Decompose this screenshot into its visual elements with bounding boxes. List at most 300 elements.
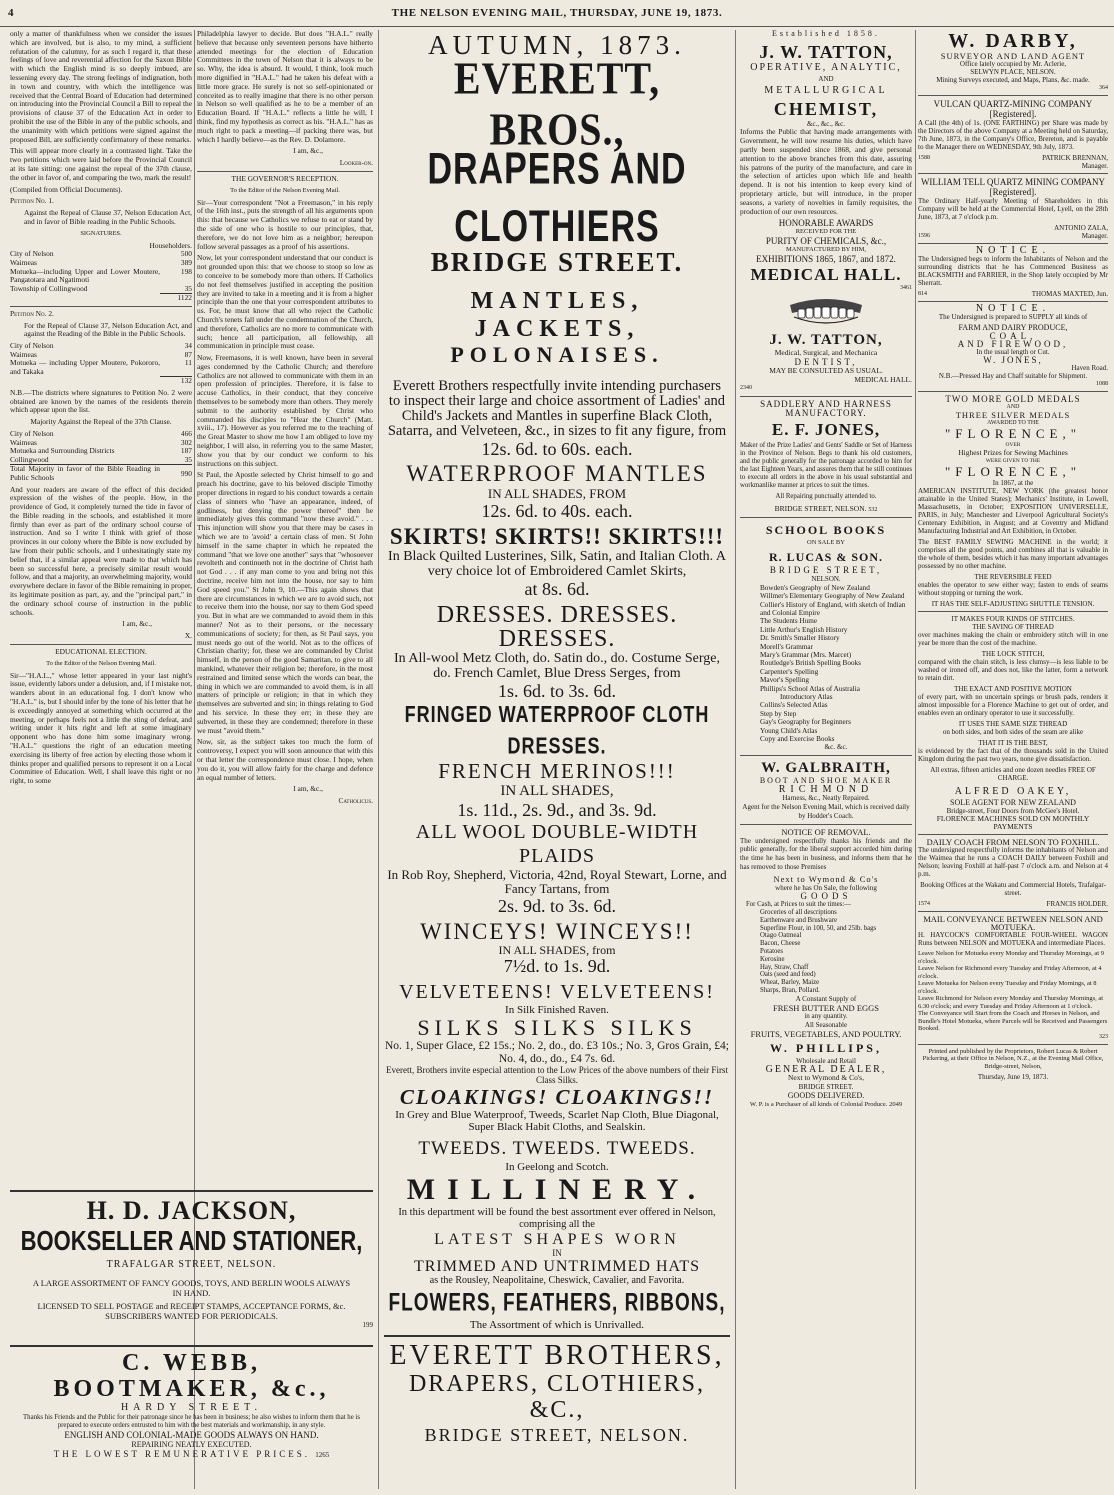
feature-heading: FLORENCE MACHINES SOLD ON MONTHLY PAYMENTS [936, 814, 1090, 831]
advertiser-body: Thanks his Friends and the Public for their patronage since he has been in business; he also wishes to inform them that he is prepared to execute orders entrusted to him with the best materials and workmanship, in any style. [23, 1414, 360, 1429]
place-cell: City of Nelson [10, 428, 54, 438]
sub-heading: Wholesale and Retail [796, 1056, 856, 1065]
place-cell: Collingwood [10, 454, 49, 464]
column-2 [197, 29, 373, 806]
advertiser-body: The undersigned respectfully thanks his friends and the public generally, for the liberal support accorded him during the time he has been in business, and informs them that he has removed to those Premises [740, 836, 912, 871]
sub-heading: GOODS DELIVERED. [787, 1090, 865, 1100]
section-heading: MANTLES, JACKETS, [470, 288, 644, 342]
total-cell: 990 [160, 465, 192, 483]
footer-line [740, 1101, 912, 1110]
section-heading: VULCAN QUARTZ-MINING COMPANY [Registered]. [933, 99, 1093, 119]
section-heading: FRINGED WATERPROOF CLOTH DRESSES. [404, 701, 710, 759]
column-4 [740, 30, 912, 1489]
article-title: THE GOVERNOR'S RECEPTION. [231, 173, 339, 183]
advertiser-street: BRIDGE STREET, [769, 565, 883, 576]
sub-heading: ON SALE BY [807, 539, 845, 547]
signatures-heading: SIGNATURES. [80, 229, 122, 237]
table-row [10, 430, 192, 439]
ad-ref: 364 [1099, 85, 1108, 91]
advertiser-street: SELWYN PLACE, NELSON. [970, 68, 1056, 76]
table-row [10, 250, 192, 259]
sign-line [918, 900, 1108, 908]
section-body: In All-wool Metz Cloth, do. Satin do., do. Costume Serge, do. French Camlet, Blue Dress Serges, from [393, 651, 720, 681]
divider [918, 95, 1108, 96]
signoff: I am, &c., [122, 619, 152, 629]
goods-line: In the usual length or Cut. [976, 348, 1050, 356]
total-label: Total Majority in favor of the Bible Reading in Public Schools [10, 464, 160, 482]
table-row [10, 285, 192, 294]
count-cell: 500 [180, 249, 192, 259]
column-rule [378, 30, 379, 1489]
list-item: Groceries of all descriptions [760, 908, 837, 916]
feature-heading: IT USES THE SAME SIZE THREAD [958, 720, 1068, 728]
section-heading: MILLINERY. [406, 1173, 708, 1206]
sub-heading: IN ALL SHADES, FROM [487, 486, 627, 501]
column-rule [735, 30, 736, 1489]
list-item: Wheat, Barley, Maize [760, 979, 820, 987]
divider [740, 517, 912, 518]
section-heading: Highest Prizes for Sewing Machines [958, 448, 1068, 457]
petition-title: Petition No. 1. [10, 196, 54, 206]
advertiser-trade: OPERATIVE, ANALYTIC, [750, 61, 902, 73]
list-item: &c. &c. [824, 743, 848, 752]
ad-ref: 1588 [918, 155, 930, 161]
florence-name: "FLORENCE," [944, 426, 1082, 441]
awards: HONORABLE AWARDS [778, 218, 874, 229]
awards: PURITY OF CHEMICALS, &c., [765, 235, 887, 246]
letter-paragraph: only a matter of thankfulness when we consider the issues which are involved, but is also, to my mind, a sufficient refutation of the calumny, for as such I regard it, that these feelings of love and reverential affection for the Saxon Bible with which the English mind is so deeply imbued, are lessening every day. The strong feelings of indignation, both in town and country, with which the intelligence was received that the Central Board of Education had determined on introducing into the Provincial Council a Bill to repeal the provisions of clause 37 of the Education Act in order to prohibit the use of the Bible in any of the public schools, and the unanimity with which petitions were signed against the proposed Bill, are sufficiently confirmatory of these remarks. [10, 29, 192, 144]
footer-street: BRIDGE STREET, NELSON. [424, 1425, 690, 1445]
feature-heading: THE EXACT AND POSITIVE MOTION [954, 685, 1072, 693]
total-cell: 1122 [160, 294, 192, 303]
advertiser-town: RICHMOND [778, 783, 874, 795]
section-heading: MAIL CONVEYANCE BETWEEN NELSON AND MOTUEKA. [923, 914, 1103, 932]
section-heading: WILLIAM TELL QUARTZ MINING COMPANY [Registered]. [920, 177, 1106, 197]
article-to: To the Editor of the Nelson Evening Mail. [46, 659, 156, 667]
section-body: In Rob Roy, Shepherd, Victoria, 42nd, Royal Stewart, Lorne, and Fancy Tartans, from [387, 867, 727, 896]
section-body: The Assortment of which is Unrivalled. [469, 1319, 645, 1331]
ad-ref: 1596 [918, 233, 930, 239]
awards: EXHIBITIONS 1865, 1867, and 1872. [756, 253, 896, 264]
ad-ref: 1574 [918, 901, 930, 907]
letter-paragraph: Now, let your correspondent understand that our conduct is not grounded upon this: that we choose to stoop so low as to conceive to be somebody more than others. If Catholics do not feel themselves justified in accepting the position they are invited to take in a meeting and it is from a higher principle than the one that your correspondent attributes to us. For, he must know that all who reject the Catholic Church's tenets fall under the condemnation of the Church, and therefore, Catholics are no more to communicate with such; hence all participation, all fellowship, all communication in principle must cease. [197, 253, 373, 351]
ad-ref: 2049 [889, 1100, 903, 1108]
count-cell: 198 [180, 266, 192, 276]
section-body: No. 1, Super Glace, £2 15s.; No. 2, do., do. £3 10s.; No. 3, Gros Grain, £4; No. 4, do., do., £4 7s. 6d. [384, 1040, 729, 1065]
list-item: Oats (seed and feed) [760, 971, 816, 979]
florence-name: "FLORENCE," [944, 464, 1082, 479]
section-heading: CLOAKINGS! CLOAKINGS!! [399, 1085, 715, 1109]
over-label: OVER [1005, 442, 1021, 448]
jackson-ad [10, 1190, 373, 1329]
footer-text: W. P. is a Purchaser of all kinds of Colonial Produce. [749, 1100, 888, 1108]
total-row [10, 465, 192, 483]
letter-paragraph: Now, Freemasons, it is well known, have been in several ages condemned by the Catholic Church; and therefore Catholics are not allowed to communicate with them in an open profession of principles. Therefore, it is false to accuse Catholics, in their conduct, that they conceive themselves to be somebody more than others. They merely submit to the authority established by Christ who commanded his disciples to "Hear the Church" (Matt. xviii., 17). However as you referred me to the teaching of the Great Master to show me how I am obliged to love my neighbor, I will also, in referring you to the same Master, show you that by our conduct we conform to his instructions on this subject. [197, 353, 373, 468]
sub-heading: All Seasonable [804, 1021, 848, 1030]
advertiser-name: H. D. JACKSON, [86, 1196, 297, 1225]
feature-body: All extras, fifteen articles and one dozen needles FREE OF CHARGE. [930, 766, 1096, 782]
list-item: Young Child's Atlas [760, 726, 818, 735]
section-heading: THREE SILVER MEDALS [955, 410, 1071, 420]
list-item: Phillips's School Atlas of Australia [760, 684, 860, 693]
column-5 [918, 30, 1108, 1489]
sub-heading: BRIDGE STREET. [798, 1083, 854, 1092]
sub-heading: GOODS [800, 891, 852, 902]
list-item: Leave Richmond for Nelson every Monday and Thursday Mornings, at 6.30 o'clock; and every Tuesday and Friday Afternoon at 1 o'clock. [918, 995, 1104, 1010]
feature-body: compared with the chain stitch, is less clumsy—is less liable to be washed or ironed off, and does not, like the latter, form a network to retain dirt. [918, 658, 1108, 682]
sign-line [918, 232, 1108, 240]
advertiser-body: Mining Surveys executed, and Maps, Plans, &c. made. [936, 76, 1090, 84]
signature: FRANCIS HOLDER. [1046, 900, 1108, 908]
list-item: Bowden's Geography of New Zealand [760, 583, 870, 592]
count-cell: 389 [180, 257, 192, 267]
divider [10, 306, 192, 307]
petition-2-table [10, 342, 192, 385]
householders-label: Householders. [149, 240, 192, 250]
column-rule [915, 30, 916, 1489]
section-body: as the Rousley, Neapolitaine, Cheswick, Cavalier, and Favorita. [429, 1275, 685, 1286]
advertiser-body: All Repairing punctually attended to. [775, 492, 877, 500]
advertiser-body: The undersigned respectfully informs the inhabitants of Nelson and the Waimea that he runs a COACH DAILY between Foxhill and Nelson; leaving Foxhill at half-past 7 o'clock a.m. and Nelson at 4 p.m. [918, 846, 1108, 878]
place-cell: Motueka and Surrounding Districts [10, 446, 115, 456]
list-item: Copy and Exercise Books [760, 735, 835, 744]
count-cell: 187 [180, 446, 192, 456]
count-cell: 302 [180, 437, 192, 447]
footer-name: EVERETT BROTHERS, [389, 1340, 725, 1371]
list-item: Step by Step [760, 709, 797, 718]
timetable [918, 950, 1108, 1033]
year-line: In 1867, at the [992, 479, 1034, 487]
count-cell: 87 [184, 349, 192, 359]
agent-addr: Bridge-street, Four Doors from McGee's Hotel. [946, 807, 1080, 815]
feature-heading: THE REVERSIBLE FEED [974, 573, 1052, 581]
advertiser-line: ENGLISH AND COLONIAL-MADE GOODS ALWAYS ON HAND. [64, 1430, 319, 1440]
section-heading: TWEEDS. TWEEDS. TWEEDS. [418, 1138, 696, 1159]
divider [918, 611, 1108, 612]
section-heading: DAILY COACH FROM NELSON TO FOXHILL. [926, 837, 1100, 847]
sub-heading: IN ALL SHADES, from [498, 943, 616, 957]
lowest-prices: THE LOWEST REMUNERATIVE PRICES. [53, 1449, 311, 1459]
list-item: Superfine Flour, in 100, 50, and 25lb. bags [760, 924, 877, 932]
intro-text: Everett Brothers respectfully invite intending purchasers to inspect their large and choice assortment of Ladies' and Child's Jackets and Mantles in superfine Black Cloth, Satarra, and Velveteen, &c., in sizes to fit any figure, from [387, 378, 727, 439]
feature-heading: THE LOCK STITCH, [981, 650, 1045, 658]
list-item: Hay, Straw, Chaff [760, 963, 809, 971]
list-item: Introductory Atlas [780, 692, 833, 701]
sub-heading: In Silk Finished Raven. [505, 1004, 609, 1016]
street: BRIDGE STREET, NELSON. [774, 503, 867, 513]
awards: RECEIVED FOR THE [795, 228, 857, 236]
advertiser-body: AMERICAN INSTITUTE, NEW YORK (the greatest honor attainable in the United States); Mechanics' Institute, in Lowell, Massachusetts, in October; EXPOSITION UNIVERSELLE, PARIS, in July; Manchester and Liverpool Agricultural Society's Centenary Exhibition, in August; and at Coventry and Midland Manufacturing Industrial and Art Exhibition, in October. [918, 487, 1108, 535]
advertiser-trade: SURVEYOR AND LAND AGENT [940, 51, 1086, 61]
advertiser-trade: BOOTMAKER, &c., [53, 1376, 330, 1402]
advertiser-name: R. LUCAS & SON. [768, 550, 883, 565]
signature: Looker-on. [339, 158, 373, 168]
list-item: Morell's Grammar [760, 642, 813, 651]
count-cell: 11 [184, 358, 192, 368]
list-item: Mavor's Spelling [760, 676, 810, 685]
masthead [0, 0, 1114, 27]
sub-heading: Next to Wymond & Co's [773, 873, 879, 884]
divider [918, 173, 1108, 174]
count-cell: 466 [180, 428, 192, 438]
advertiser-street: BRIDGE STREET. [430, 247, 684, 277]
count-cell: 34 [184, 341, 192, 351]
list-item: Leave Motueka for Nelson every Tuesday and Friday Mornings, at 8 o'clock. [918, 980, 1097, 995]
page-number: 4 [8, 7, 15, 19]
list-item: Leave Nelson for Motueka every Monday and Thursday Mornings, at 9 o'clock. [918, 950, 1104, 965]
divider [918, 834, 1108, 835]
list-item: The Conveyance will Start from the Coach and Horses in Nelson, and Bundle's Hotel Motueka, where Parcels will be Received and Passengers Booked. [918, 1010, 1108, 1032]
divider [740, 824, 912, 825]
petition-desc: Against the Repeal of Clause 37, Nelson Education Act, and in favor of Bible reading in the Public Schools. [24, 208, 192, 226]
advertiser-trade: DRAPERS AND CLOTHIERS [427, 144, 687, 252]
list-item: Kerosine [760, 955, 785, 963]
signature: THOMAS MAXTED, Jun. [1031, 290, 1108, 298]
signature: W. JONES, [983, 355, 1043, 365]
advertiser-name: W. PHILLIPS, [770, 1040, 882, 1055]
section-heading: WATERPROOF MANTLES [406, 461, 708, 486]
divider [918, 911, 1108, 912]
advertiser-body: The Undersigned begs to inform the Inhabitants of Nelson and the surrounding districts that he has Commenced Business as BLACKSMITH and FARRIER, in the Shop lately occupied by Mr Sherratt. [918, 255, 1108, 287]
sub-heading: FRUITS, VEGETABLES, AND POULTRY. [750, 1028, 902, 1039]
agent-name: ALFRED OAKEY, [954, 786, 1072, 797]
advertiser-body: Booking Offices at the Wakatu and Commercial Hotels, Trafalgar-street. [920, 881, 1106, 897]
feature-body: of every part, with no uncertain springs or brush pads, renders it almost impossible for a Florence Machine to get out of order, and enables even an ordinary operator to use it successfully. [918, 693, 1108, 717]
established-line: Established 1858. [772, 29, 880, 38]
advertiser-name: J. W. TATTON, [759, 41, 893, 62]
divider [10, 644, 192, 645]
signature: Catholicus. [338, 796, 373, 806]
feature-heading: THAT IT IS THE BEST, [978, 739, 1048, 747]
letter-paragraph: Philadelphia lawyer to decide. But does "H.A.L." really believe that because only seventeen persons have hitherto attended meetings for the election of Education Committees in the town of Nelson that it is always to be so. Why, the idea is absurd. It would, I think, look much more dignified in "H.A.L." had he taken his defeat with a little more grace. He surely is not so self-opinionated or conceited as to really imagine that there is no other person in Nelson so well qualified as he to be a member of an Education Board. If "H.A.L." reflects a little he will, I think, find my hypothesis as correct as his. "H.A.L." has as much right to pack a meeting—if packing there was, but which I hardly believe—as the Rev. D. Dolamore. [197, 29, 373, 144]
section-heading: VELVETEENS! VELVETEENS! [399, 981, 715, 1003]
divider [918, 1044, 1108, 1045]
sign-line [918, 154, 1108, 162]
count-cell: 35 [184, 283, 192, 293]
section-body: In Grey and Blue Waterproof, Tweeds, Scarlet Nap Cloth, Blue Diagonal, Super Black Habit Cloths, and Sealskin. [395, 1109, 719, 1133]
signature: ANTONIO ZALA, [1054, 224, 1108, 232]
section-body: In this department will be found the best assortment ever offered in Nelson, comprising all the [398, 1207, 716, 1230]
majority-title: Majority Against the Repeal of the 37th Clause. [30, 417, 172, 427]
advertiser-trade: &c., &c., &c. [807, 119, 845, 128]
section-heading: SILKS SILKS SILKS [417, 1015, 697, 1040]
advertiser-trade: METALLURGICAL [764, 84, 888, 96]
ad-ref: 323 [1099, 1033, 1108, 1040]
section-heading: NOTICE OF REMOVAL. [781, 826, 871, 837]
ad-ref: 814 [918, 291, 927, 297]
advertiser-line: A LARGE ASSORTMENT OF FANCY GOODS, TOYS, AND BERLIN WOOLS ALWAYS IN HAND. [32, 1278, 351, 1298]
sub-heading: GENERAL DEALER, [765, 1063, 887, 1075]
section-heading: DRESSES. DRESSES. DRESSES. [436, 602, 678, 652]
letter-paragraph: St Paul, the Apostle selected by Christ himself to go and preach his doctrine, gave to his beloved disciple Timothy proper directions in regard to his conduct towards a certain class of sinners who "have an appearance, indeed, of godliness, but denying the power thereof" then he immediately gives this command "now these avoid." . . . This injunction will show you that there may be cases in which we are to 'avoid' a certain class of men. St John himself in the same chapter in which he repeated the command "that we love one another" says that "whosoever revolteth and continueth not in the doctrine of Christ hath not God . . . if any man come to you and bring not this doctrine, receive him not into the house, nor say to him God speed you." St John 9, 10.—This again shows that there are circumstances in which we are to avoid such, not to receive them into the house, nor say to them God speed you. But in what are we commanded to avoid them in this manner? Not as to their persons, or the necessary communications of society; for then, as St Paul says, you must needs go out of the world. Not as to the offices of Christian charity; for, these we are commanded by Christ himself, in the person of the good Samaritan, to give to all mankind, whatever their religion be; therefore, in the most restrained and limited sense which the words can bear, the thing in which we are commanded to avoid them, is in all matters of principle or religion; in that in which they themselves are subverted and sin; in things relating to God and his service. In these they err; in these they are subverted, in these they are condemned; therefore in these we must "avoid them." [197, 470, 373, 735]
advertiser-name: W. DARBY, [948, 30, 1078, 52]
sub-heading: IN [552, 1248, 562, 1258]
advertiser-name: E. F. JONES, [771, 419, 881, 439]
masthead-title: THE NELSON EVENING MAIL, THURSDAY, JUNE 19, 1873. [391, 7, 723, 19]
advertiser-body: Agent for the Nelson Evening Mail, which is received daily by Hodder's Coach. [742, 803, 910, 821]
goods-list [740, 901, 912, 995]
section-heading: LATEST SHAPES WORN [434, 1231, 680, 1248]
letter-paragraph: This will appear more clearly in a contrasted light. Take the two petitions which were laid before the Provincial Council at its late sitting: one against the repeal of the 37th clause, the other in favor of, and comparing the two, mark the result! [10, 146, 192, 182]
advertiser-body: A Call (the 4th) of 1s. (ONE FARTHING) per Share was made by the Directors of the above Company at a Meeting held on Saturday, 7th June, 1873, in the Company's Office, Brereton, and is payable to the Manager there on WEDNESDAY, 9th July, 1873. [918, 119, 1108, 151]
sub-heading: FRESH BUTTER AND EGGS [772, 1002, 880, 1013]
webb-ad [10, 1345, 373, 1461]
source-note: (Compiled from Official Documents). [10, 184, 123, 194]
feature-body: is evidenced by the fact that of the thousands sold in the United Kingdom during the past two years, none give dissatisfaction. [918, 747, 1108, 763]
place-cell: City of Nelson [10, 341, 54, 351]
list-item: Little Arthur's English History [760, 625, 848, 634]
advertiser-street: TRAFALGAR STREET, NELSON. [106, 1259, 277, 1270]
section-heading: FLOWERS, FEATHERS, RIBBONS, [388, 1289, 726, 1317]
total-cell: 132 [160, 377, 192, 386]
place-cell: Waimeas [10, 437, 37, 447]
advertiser-line [10, 1449, 373, 1461]
price: 12s. 6d. to 60s. each. [481, 439, 633, 459]
imprint: Printed and published by the Proprietors, Robert Lucas & Robert Pickering, at their Office in Nelson, N.Z., at the Evening Mail Office, Bridge-street, Nelson, [922, 1047, 1104, 1070]
place: Haven Road. [1071, 364, 1108, 372]
table-row [10, 268, 192, 285]
ad-ref: 532 [868, 506, 878, 513]
footer-trade: DRAPERS, CLOTHIERS, &C., [408, 1371, 706, 1423]
list-item: Earthenware and Brushware [760, 916, 837, 924]
advertiser-trade: Medical, Surgical, and Mechanica [774, 348, 878, 358]
advertiser-street: HARDY STREET. [120, 1402, 263, 1413]
section-body: In Black Quilted Lusterines, Silk, Satin, and Italian Cloth. A very choice lot of Embroidered Camlet Skirts, [388, 549, 726, 579]
feature-heading: IT HAS THE SELF-ADJUSTING SHUTTLE TENSION. [931, 600, 1095, 608]
section-heading: SADDLERY AND HARNESS MANUFACTORY. [760, 399, 892, 418]
goods-line: FARM AND DAIRY PRODUCE, [958, 323, 1068, 332]
signoff: I am, &c., [293, 146, 323, 156]
role: Manager. [1081, 162, 1108, 170]
place-cell: Motueka—including Upper and Lower Moutere, Pangatotara and Ngatimoti [10, 266, 160, 285]
signature: PATRICK BRENNAN, [1042, 154, 1108, 162]
advertiser-name: EVERETT, BROS., [453, 52, 661, 155]
section-heading: POLONAISES. [450, 342, 664, 367]
divider [918, 301, 1108, 302]
section-heading: SKIRTS! SKIRTS!! SKIRTS!!! [389, 524, 725, 549]
section-heading: TRIMMED AND UNTRIMMED HATS [413, 1258, 700, 1275]
price: 1s. 11d., 2s. 9d., and 3s. 9d. [457, 800, 657, 820]
price: 1s. 6d. to 3s. 6d. [497, 681, 616, 701]
advertiser-office: Office lately occupied by Mr. Aclerie, [959, 60, 1067, 68]
list-item: Leave Nelson for Richmond every Tuesday and Friday Afternoon, at 4 o'clock. [918, 965, 1102, 980]
feature-body: over machines making the chain or embroidery stitch will in one year be more than the cost of the machine. [918, 631, 1108, 647]
signature: X. [184, 631, 192, 641]
ad-ref: 1265 [315, 1451, 330, 1459]
place-cell: Waimeas [10, 257, 37, 267]
list-item: Routledge's British Spelling Books [760, 659, 861, 668]
section-heading: AND [1006, 404, 1020, 410]
advertiser-body: The Ordinary Half-yearly Meeting of Shareholders in this Company will be held at the Commercial Hotel, Lyell, on the 28th June, 1873, at 7 o'clock p.m. [918, 197, 1108, 221]
ad-ref: 1088 [1096, 381, 1108, 387]
section-heading: ALL WOOL DOUBLE-WIDTH PLAIDS [415, 821, 699, 867]
everett-ad [384, 30, 730, 1489]
table-row [10, 342, 192, 351]
list-item: Mary's Grammar (Mrs. Marcet) [760, 650, 852, 659]
list-item: The Students Hume [760, 617, 818, 626]
advertiser-line: LICENSED TO SELL POSTAGE and RECEIPT STAMPS, ACCEPTANCE FORMS, &c. SUBSCRIBERS WANTED FOR PERIODICALS. [37, 1301, 346, 1321]
consult-line: MAY BE CONSULTED AS USUAL. [769, 365, 883, 375]
list-item: Dr. Smith's Smaller History [760, 634, 840, 643]
medical-hall: MEDICAL HALL. [750, 265, 902, 285]
petition-title: Petition No. 2. [10, 308, 54, 318]
advertiser-street [740, 505, 912, 515]
letter-paragraph: And your readers are aware of the effect of this decided expression of the wishes of the people. How, in the providence of God, it completely turned the tide in favor of the Bible reading in the schools, and established it more firmly than ever as part of the ordinary school course of instruction. And so I write I think with grief of those provinces in our colony where the Bible is now excluded by law from their public schools, and I unhesitatingly state my belief that, if a similar appeal were made to that which has been so successful here, a precisely similar result would follow, and that a majority, an overwhelming majority, would everywhere declare in favor of the Bible remaining in proper, its legitimate position as part, ay, and the "principal part," in the ordinary school course of instruction in the public schools. [10, 484, 192, 617]
petition-desc: For the Repeal of Clause 37, Nelson Education Act, and against the Reading of the Bible in the Public Schools. [24, 320, 192, 339]
imprint-date: Thursday, June 19, 1873. [977, 1073, 1049, 1081]
advertiser-name: J. W. TATTON, [769, 332, 883, 349]
petition-1-table [10, 250, 192, 303]
advertiser-trade: AND [818, 74, 834, 83]
table-row [10, 359, 192, 376]
list-item: Carpenter's Spelling [760, 667, 819, 676]
advertiser-line: REPAIRING NEATLY EXECUTED. [131, 1440, 252, 1449]
sub-heading: In Geelong and Scotch. [505, 1161, 609, 1173]
goods-line: AND FIREWOOD, [957, 339, 1069, 349]
list-item: Bacon, Cheese [760, 940, 801, 948]
ad-ref: 199 [362, 1321, 373, 1329]
advertiser-trade: BOOKSELLER AND STATIONER, [20, 1224, 363, 1256]
sub-heading: in any quantity. [804, 1012, 848, 1021]
section-heading: WERE GIVEN TO THE [985, 458, 1041, 464]
list-item: Sharps, Bran, Pollard. [760, 986, 820, 994]
price: 7½d. to 1s. 9d. [503, 956, 611, 976]
total-row [10, 294, 192, 303]
section-heading: NOTICE. [975, 245, 1051, 256]
sub-heading: where he has On Sale, the following [775, 883, 877, 892]
ad-ref: 2340 [740, 385, 752, 392]
advertiser-body: Informs the Public that having made arrangements with Government, he will now resume his duties, which have partly been suspended since 1868, and give personal attention to the above branches from this date, assuring his patrons of the purity of the manufacture, and care in the selection of articles upon which life and health depend. It is not his intention to keep every kind of proprietary article, but will introduce, in the proper seasons, a variety of novelties in family requisites, the production of our own resources. [740, 127, 912, 216]
feature-body: on both sides, and both sides of the seam are alike [942, 728, 1084, 736]
list-item: Potatoes [760, 947, 784, 955]
section-heading: NOTICE. [975, 303, 1051, 314]
role: Manager. [1081, 232, 1108, 240]
list-item: Otago Oatmeal [760, 932, 802, 940]
advertiser-name: W. GALBRAITH, [761, 759, 891, 776]
section-heading: FRENCH MERINOS!!! [438, 759, 676, 783]
letter-paragraph: Sir—Your correspondent "Not a Freemason," in his reply of the 16th inst., puts the strength of all his arguments upon this: that because we Catholics we refuse to eat or stand by the side of one who is hostile to our principles, that, therefore, we do not love him as a neighbor; hereupon follow several passages as a proof of his assertions. [197, 197, 373, 251]
divider [918, 243, 1108, 244]
advertiser-trade: BOOT AND SHOE MAKER [759, 775, 893, 785]
section-body: Everett, Brothers invite especial attention to the Low Prices of the above numbers of their First Class Silks. [386, 1065, 728, 1085]
list-item: Gay's Geography for Beginners [760, 718, 851, 727]
price: 2s. 9d. to 3s. 6d. [497, 896, 616, 916]
signoff: I am, &c., [293, 784, 323, 794]
list-item: Willmer's Elementary Geography of New Zealand [760, 592, 905, 601]
advertiser-body: The BEST FAMILY SEWING MACHINE in the world; it comprises all the good points, and combines all that is valuable in the whole of them, besides which it has many important advantages possessed by no other machine. [918, 538, 1108, 570]
agent-role: SOLE AGENT FOR NEW ZEALAND [950, 798, 1076, 807]
advertiser-body: Harness, &c., Neatly Repaired. [782, 794, 870, 803]
majority-table [10, 430, 192, 483]
teeth-illustration-icon [786, 295, 866, 329]
list-item: For Cash, at Prices to suit the times:— [746, 901, 851, 909]
feature-body: enables the operator to sew either way; fasten to ends of seams without stopping or turning the work. [918, 581, 1108, 597]
place-cell: Motueka — including Upper Moutere, Pokororo, and Takaka [10, 358, 160, 377]
divider [740, 396, 912, 397]
divider [918, 391, 1108, 392]
article-title: EDUCATIONAL ELECTION. [55, 647, 147, 657]
divider [740, 755, 912, 756]
sub-heading: IN ALL SHADES, [500, 783, 614, 799]
advertiser-trade: CHEMIST, [773, 98, 879, 119]
advertiser-body: Maker of the Prize Ladies' and Gents' Saddle or Set of Harness in the Province of Nelson. Begs to thank his old customers, and the public generally for the patronage accorded to him for the last Eighteen Years, and assures them that he still continues to execute all orders in the above in his usual substantial and workmanlike manner at prices to suit the times. [740, 441, 912, 489]
section-heading: WINCEYS! WINCEYS!! [420, 919, 694, 944]
note: N.B.—Pressed Hay and Chaff suitable for Shipment. [938, 372, 1088, 380]
sub-heading: Next to Wymond & Co's, [788, 1073, 864, 1083]
medical-hall: MEDICAL HALL. [854, 374, 912, 384]
list-item: Collier's History of England, with sketch of Indian and Colonial Empire [760, 600, 906, 617]
list-item: Collins's Selected Atlas [760, 701, 828, 710]
